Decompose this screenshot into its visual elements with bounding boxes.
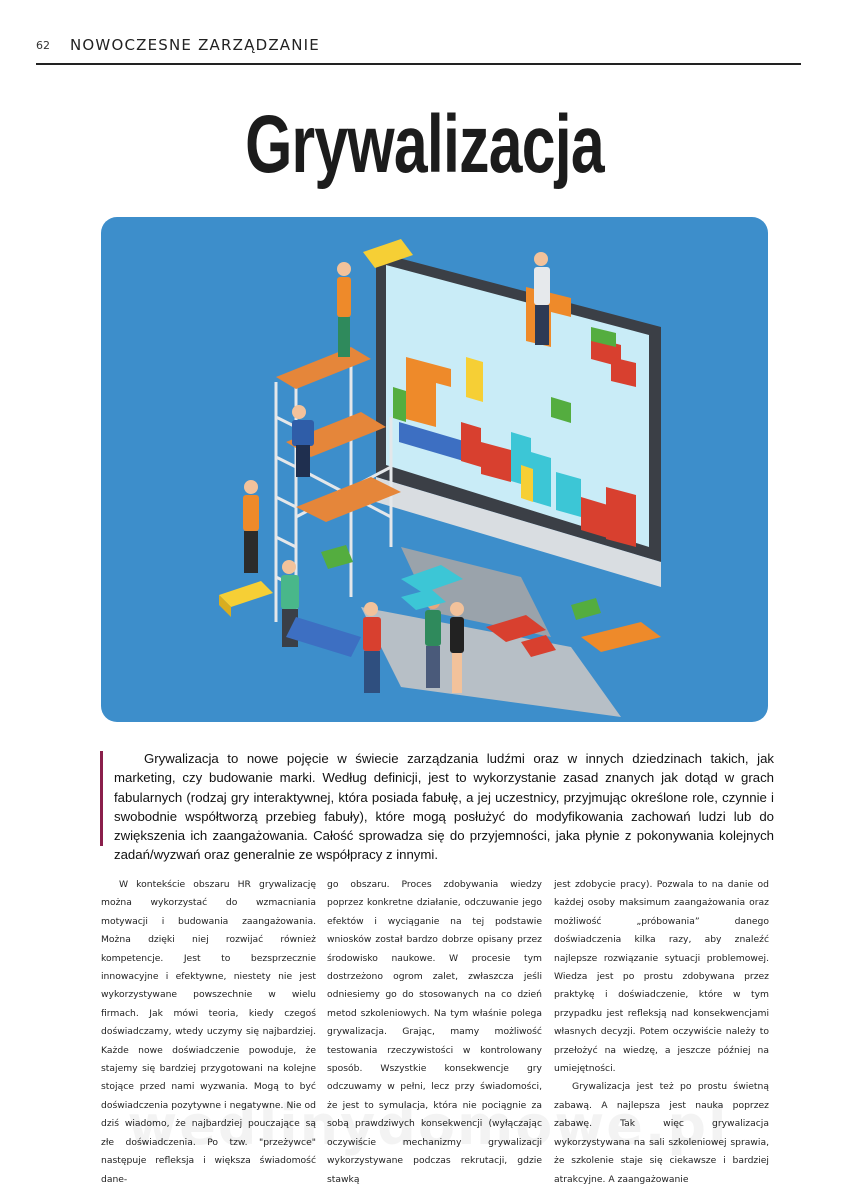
article-illustration	[101, 217, 768, 722]
body-paragraph: go obszaru. Proces zdobywania wiedzy poprzez konkretne działanie, odczuwanie jego efektów i wyciąganie na tej podstawie wniosków został bardzo dobrze opisany przez środowisko naukowe. W procesie tym dostrzeżono ogrom zalet, zwłaszcza jeśli odniesiemy go do stosowanych na co dzień metod szkoleniowych. Na tym właśnie polega grywalizacja. Grając, mamy możliwość testowania rzeczywistości w kontrolowany sposób. Wszystkie konsekwencje gry odczuwamy w pełni, lecz przy świadomości, że jest to symulacja, która nie pociągnie za sobą prawdziwych konsekwencji (wyłączając oczywiście mechanizmy grywalizacji wykorzystywane podczas rekrutacji, gdzie stawką	[327, 879, 542, 1185]
page-header	[36, 36, 801, 64]
lead-accent-bar	[100, 751, 103, 846]
body-paragraph: jest zdobycie pracy). Pozwala to na danie od każdej osoby maksimum zaangażowania oraz możliwość „próbowania” danego doświadczenia kilka razy, aby znaleźć najlepsze rozwiązanie sytuacji problemowej. Wiedza jest po prostu zdobywana przez praktykę i doświadczenie, które w tym przypadku jest refleksją nad konsekwencjami własnych decyzji. Potem oczywiście należy to przełożyć na wiedzę, a jeszcze później na umiejętności.	[554, 879, 769, 1075]
lead-paragraph: Grywalizacja to nowe pojęcie w świecie zarządzania ludźmi oraz w innych dziedzinach takich, jak marketing, czy budowanie marki. Według definicji, jest to wykorzystanie zasad znanych jak dotąd w grach fabularnych (rodzaj gry interaktywnej, która posiada fabułę, a jej uczestnicy, przyjmując określone role, czynnie i swobodnie współtworzą przebieg fabuły), które mogą posłużyć do modyfikowania zachowań ludzi lub do zwiększenia ich zaangażowania. Całość sprowadza się do przyjemności, jaka płynie z pokonywania kolejnych zadań/wyzwań oraz generalnie ze współpracy z innymi.	[114, 751, 774, 863]
article-title: Grywalizacja	[245, 99, 604, 190]
body-paragraph: Grywalizacja jest też po prostu świetną zabawą. A najlepsza jest nauka poprzez zabawę. Tak więc grywalizacja wykorzystywana na sali szkoleniowej sprawia, że szkolenie staje się ciekawsze i bardziej atrakcyjne. A zaangażowanie	[554, 1081, 769, 1185]
watermark	[108, 1094, 748, 1157]
header-rule	[36, 63, 801, 65]
lead-block	[100, 749, 780, 863]
monitor-stand-icon	[361, 547, 621, 717]
gamification-illustration	[101, 217, 768, 722]
section-title: NOWOCZESNE ZARZĄDZANIE	[70, 36, 320, 54]
body-paragraph: W kontekście obszaru HR grywalizację można wykorzystać do wzmacniania motywacji i budowania zaangażowania. Można dzięki niej rozwijać również kompetencje. Jest to bezsprzecznie innowacyjne i efektywne, niestety nie jest wykorzystywane powszechnie w wielu firmach. Jak mówi teoria, kiedy czegoś doświadczamy, wtedy uczymy się najbardziej. Każde nowe doświadczenie powoduje, że stajemy się bardziej przygotowani na kolejne stojące przed nami wyzwania. Mogą to być doświadczenia pozytywne i negatywne. Nie od dziś wiadomo, że najbardziej pouczające są złe doświadczenia. Po tzw. "przeżywce" następuje refleksja i większa świadomość dane-	[101, 879, 316, 1185]
page-number: 62	[36, 39, 50, 52]
body-columns	[101, 876, 770, 1185]
